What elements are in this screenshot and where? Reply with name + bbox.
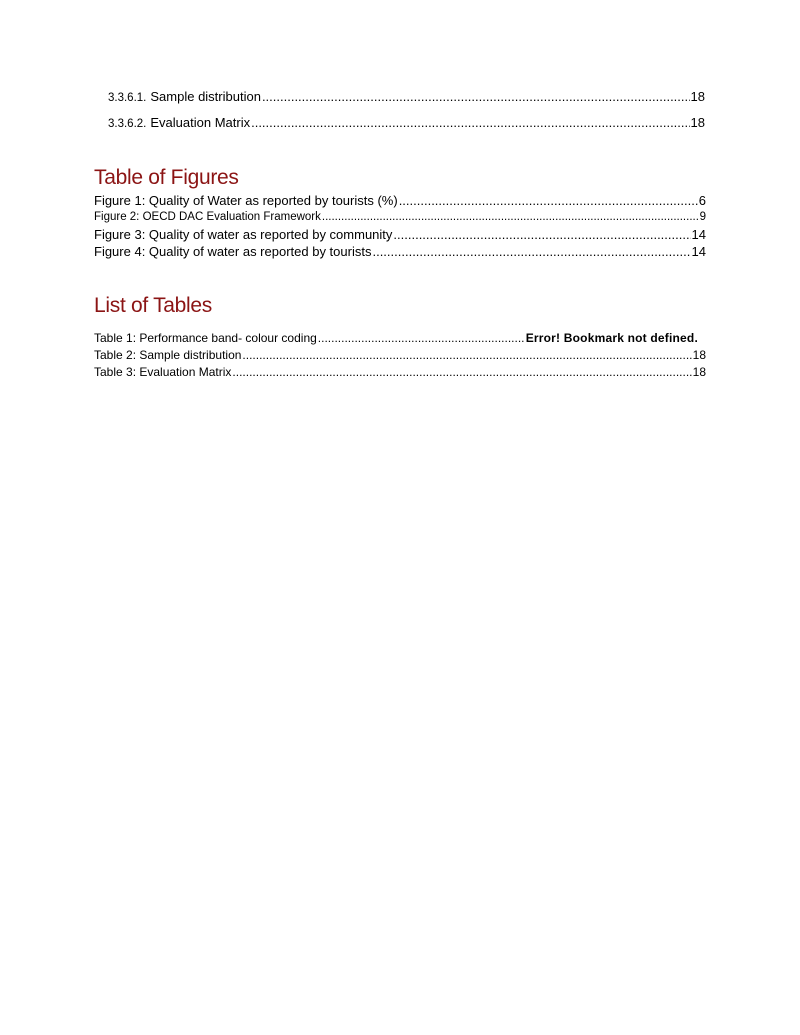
toc-leader-dots <box>318 331 525 345</box>
toc-entry-number: 3.3.6.1. <box>108 92 147 104</box>
figure-entry-label: Figure 4: Quality of water as reported by tourists <box>94 244 372 259</box>
table-entry-3[interactable] <box>94 365 706 379</box>
table-entry-label: Table 1: Performance band- colour coding <box>94 331 317 345</box>
toc-entry-page: 18 <box>690 115 705 130</box>
figure-entry-page: 14 <box>691 227 706 242</box>
table-of-figures-heading: Table of Figures <box>94 166 239 189</box>
toc-entry-label <box>108 89 261 104</box>
table-entry-2[interactable] <box>94 348 706 362</box>
toc-entry-3-3-6-2[interactable] <box>108 115 705 130</box>
toc-entry-title: Evaluation Matrix <box>150 115 251 130</box>
table-entry-1[interactable] <box>94 331 706 345</box>
toc-leader-dots <box>322 211 699 223</box>
toc-entry-label <box>108 115 250 130</box>
figure-entry-page: 9 <box>699 211 706 223</box>
toc-leader-dots <box>242 348 691 362</box>
toc-entry-title: Sample distribution <box>150 89 261 104</box>
figure-entry-3[interactable] <box>94 227 706 242</box>
toc-leader-dots <box>399 193 698 208</box>
table-entry-page: 18 <box>692 348 706 362</box>
figure-entry-1[interactable] <box>94 193 706 208</box>
figure-entry-page: 6 <box>698 193 706 208</box>
toc-entry-number: 3.3.6.2. <box>108 118 147 130</box>
figure-entry-page: 14 <box>691 244 706 259</box>
toc-leader-dots <box>232 365 691 379</box>
list-of-tables-heading: List of Tables <box>94 294 212 317</box>
table-entry-label: Table 2: Sample distribution <box>94 348 242 362</box>
table-entry-page-error: Error! Bookmark not defined. <box>525 331 698 345</box>
figure-entry-4[interactable] <box>94 244 706 259</box>
toc-leader-dots <box>262 89 690 104</box>
toc-leader-dots <box>372 244 690 259</box>
table-entry-label: Table 3: Evaluation Matrix <box>94 365 232 379</box>
table-entry-page: 18 <box>692 365 706 379</box>
toc-leader-dots <box>251 115 689 130</box>
figure-entry-label: Figure 2: OECD DAC Evaluation Framework <box>94 211 321 223</box>
toc-entry-page: 18 <box>690 89 705 104</box>
toc-leader-dots <box>393 227 690 242</box>
figure-entry-label: Figure 1: Quality of Water as reported by tourists (%) <box>94 193 398 208</box>
figure-entry-label: Figure 3: Quality of water as reported by community <box>94 227 393 242</box>
toc-entry-3-3-6-1[interactable] <box>108 89 705 104</box>
figure-entry-2[interactable] <box>94 211 706 223</box>
